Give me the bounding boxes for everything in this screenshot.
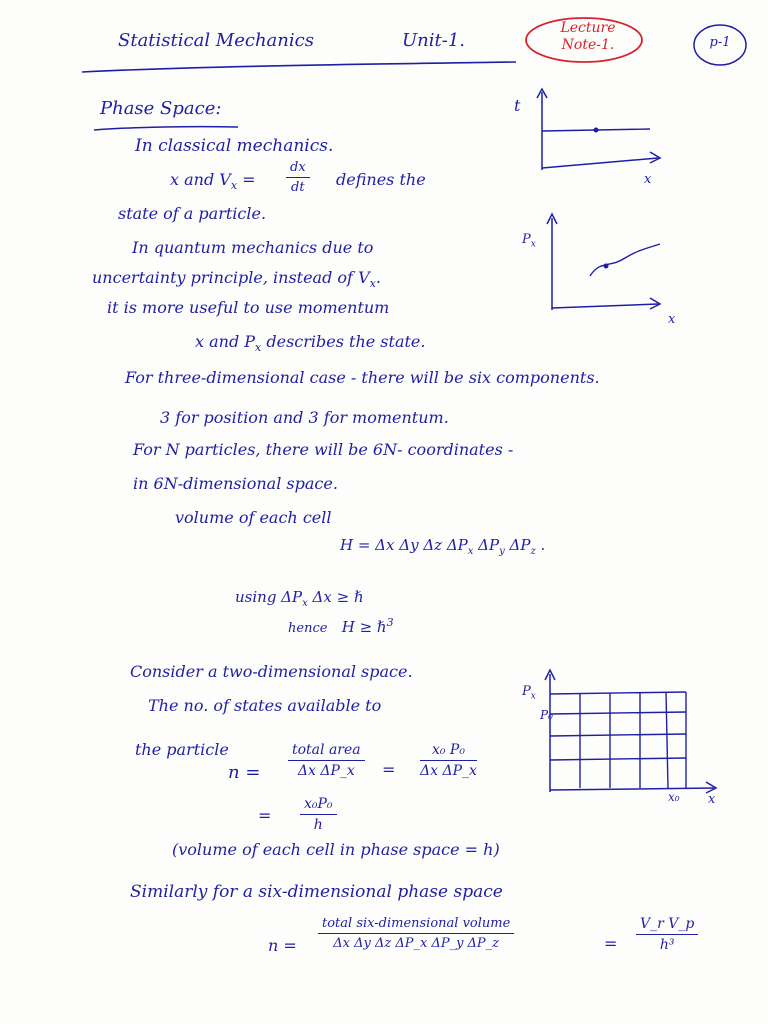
hence-relation: hence H ≥ ℏ$^3$ <box>288 616 394 636</box>
text-line-22: Similarly for a six-dimensional phase space <box>130 882 503 902</box>
heading-underline <box>92 122 242 134</box>
cell-volume-equation: H = Δx Δy Δz $\Delta P_x$ $\Delta P_y$ $\Delta P_z$ . <box>340 536 546 557</box>
text-line-2: x and $V_x$ = <box>170 170 256 193</box>
equals-sign-3: = <box>604 934 618 953</box>
n-equals: n = <box>228 762 261 783</box>
text-line-12: volume of each cell <box>175 508 332 527</box>
vrvp-fraction: $\frac{\text{V\_r V\_p}}{\text{h³}}$ <box>636 916 698 953</box>
text-line-6: it is more useful to use momentum <box>107 298 390 317</box>
text-line-10: For N particles, there will be 6N- coordinates - <box>133 440 514 459</box>
text-line-16: Consider a two-dimensional space. <box>130 662 413 681</box>
uncertainty-relation: using $\Delta P_x$ Δx ≥ ℏ <box>235 588 364 609</box>
graph3-y-label: $P_x$ <box>522 684 536 702</box>
x0p0-over-h: $\frac{\text{x₀P₀}}{h}$ <box>300 796 337 833</box>
text-line-17: The no. of states available to <box>148 696 382 715</box>
graph-phase-grid <box>528 664 728 806</box>
graph3-x-tick: x₀ <box>668 790 680 804</box>
text-line-11: in 6N-dimensional space. <box>133 474 338 493</box>
text-line-8: For three-dimensional case - there will be six components. <box>125 368 600 387</box>
equals-sign-1: = <box>382 760 396 779</box>
graph1-x-label: x <box>644 172 652 187</box>
area-fraction: total area Δx ΔP_x <box>288 742 365 779</box>
graph2-y-label: $P_x$ <box>522 232 536 250</box>
text-line-5: uncertainty principle, instead of $V_x$. <box>92 268 381 291</box>
section-heading: Phase Space: <box>100 98 222 119</box>
graph3-x-label: x <box>708 792 716 807</box>
text-line-18: the particle <box>135 740 229 759</box>
text-line-2-end: defines the <box>336 170 426 189</box>
velocity-fraction: $\frac{dx}{dt}$ <box>286 160 310 195</box>
text-line-9: 3 for position and 3 for momentum. <box>160 408 449 427</box>
lecture-badge: Lecture Note-1. <box>560 20 616 53</box>
notes-title: Statistical Mechanics <box>118 30 314 51</box>
graph1-y-label: t <box>514 96 521 115</box>
unit-label: Unit-1. <box>402 30 466 51</box>
x0p0-fraction: $\frac{\text{x₀ P₀}}{\text{Δx ΔP\_x}}$ <box>420 742 477 779</box>
graph3-y-tick: P₀ <box>540 708 553 722</box>
text-line-21: (volume of each cell in phase space = h) <box>172 840 500 859</box>
equals-sign-2: = <box>258 806 272 825</box>
title-underline <box>80 58 520 78</box>
page-number: p-1 <box>709 35 731 50</box>
six-dim-fraction: total six-dimensional volume Δx Δy Δz ΔP_x ΔP_y ΔP_z <box>318 916 514 951</box>
n-equals-2: n = <box>268 936 297 955</box>
graph-px-vs-x <box>530 210 690 316</box>
graph-t-vs-x <box>510 84 680 184</box>
text-line-1: In classical mechanics. <box>135 136 334 156</box>
graph2-x-label: x <box>668 312 676 327</box>
text-line-3: state of a particle. <box>118 204 267 223</box>
text-line-7: x and $P_x$ describes the state. <box>195 332 426 355</box>
text-line-4: In quantum mechanics due to <box>132 238 374 257</box>
